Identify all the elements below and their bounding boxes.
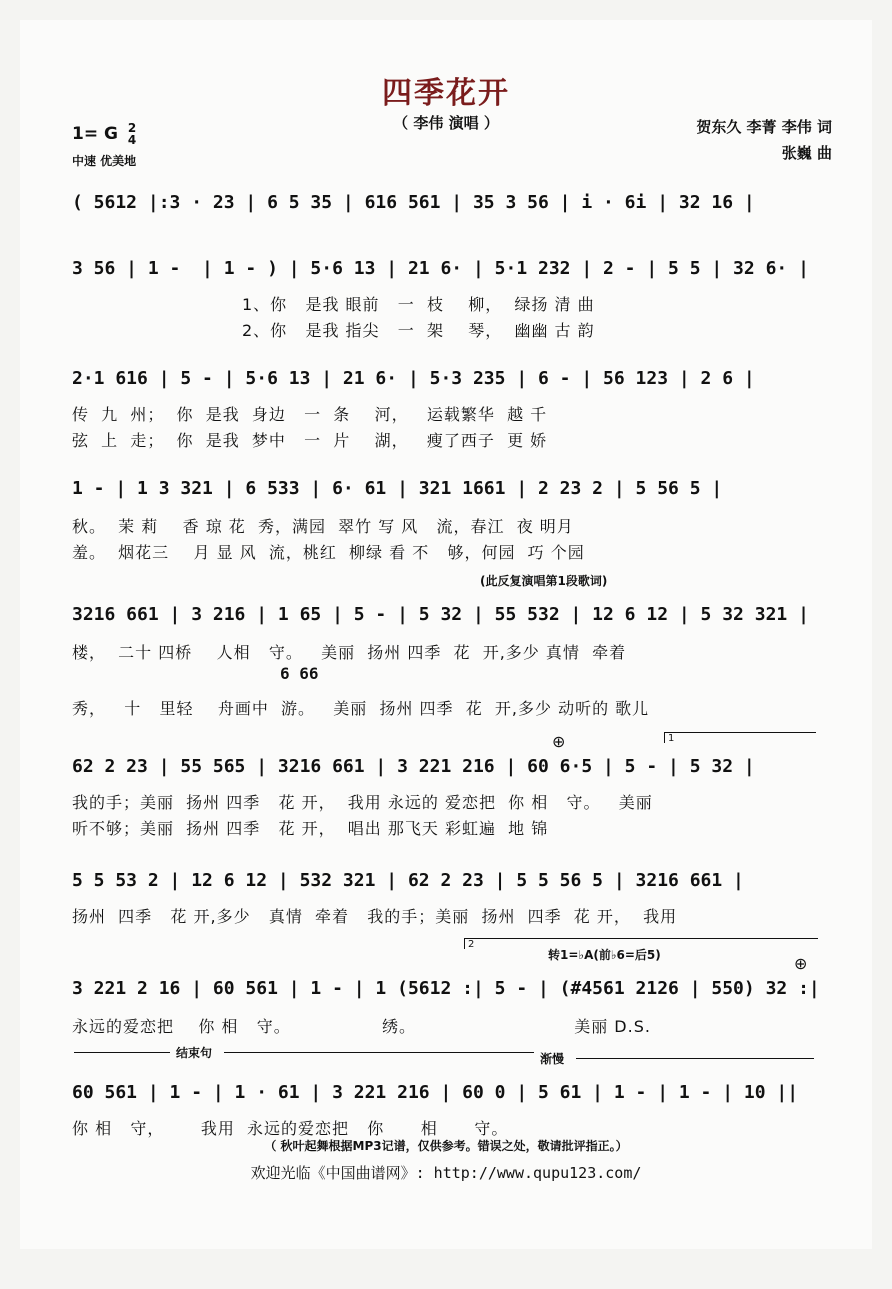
lyric-row-6-v1: 我的手；美丽 扬州 四季 花 开， 我用 永远的 爱恋把 你 相 守。 美丽 [72, 793, 653, 812]
score-row-4 [72, 478, 832, 562]
notes-row-8: 3 221 2 16 | 60 561 | 1 - | 1 (5612 :| 5 - | (#4561 2126 | 550) 32 :| [72, 978, 820, 999]
lyric-row-9: 你 相 守， 我用 永远的爱恋把 你 相 守。 [72, 1119, 509, 1138]
coda-icon-2: ⊕ [794, 954, 808, 973]
lyric-row-3-v1: 传 九 州； 你 是我 身边 一 条 河， 运载繁华 越 千 [72, 405, 548, 424]
lyric-row-8: 永远的爱恋把 你 相 守。 绣。 美丽 D.S. [72, 1017, 651, 1036]
notes-row-9: 60 561 | 1 - | 1 · 61 | 3 221 216 | 60 0 | 5 61 | 1 - | 1 - | 10 || [72, 1082, 799, 1103]
time-numerator: 2 [127, 121, 137, 135]
score-row-3 [72, 368, 832, 450]
score-row-9 [72, 1082, 832, 1138]
lyric-row-5-v1: 楼， 二十 四桥 人相 守。 美丽 扬州 四季 花 开,多少 真情 牵着 [72, 643, 627, 662]
notes-row-7: 5 5 53 2 | 12 6 12 | 532 321 | 62 2 23 | 5 5 56 5 | 3216 661 | [72, 870, 744, 891]
first-ending: 1 [664, 732, 816, 743]
composer-credit: 张巍 曲 [781, 144, 832, 162]
ending-label: 结束句 [176, 1046, 213, 1060]
score-row-7 [72, 870, 832, 926]
notes-row-2: 3 56 | 1 - | 1 - ) | 5·6 13 | 21 6· | 5·1 232 | 2 - | 5 5 | 32 6· | [72, 258, 809, 279]
notes-row-3: 2·1 616 | 5 - | 5·6 13 | 21 6· | 5·3 235 | 6 - | 56 123 | 2 6 | [72, 368, 755, 389]
score-sheet [20, 20, 872, 1249]
ending-rule-right [576, 1058, 814, 1059]
key-text: 1= G [72, 124, 118, 144]
second-ending: 2 [464, 938, 818, 949]
lyric-row-4-v2: 羞。 烟花三 月 显 风 流，桃红 柳绿 看 不 够，何园 巧 个园 [72, 543, 585, 562]
score-row-8 [72, 978, 832, 1036]
time-signature [128, 122, 136, 146]
song-title: 四季花开 [382, 76, 510, 111]
modulation-note: 转1=♭A(前♭6=后5) [548, 948, 661, 962]
notes-row-6: 62 2 23 | 55 565 | 3216 661 | 3 221 216 | 60 6·5 | 5 - | 5 32 | [72, 756, 755, 777]
singer: （ 李伟 演唱 ） [393, 114, 499, 132]
footer-url: 欢迎光临《中国曲谱网》: http://www.qupu123.com/ [250, 1164, 642, 1182]
score-row-1 [72, 192, 832, 213]
score-row-2 [72, 258, 832, 340]
lyricist-credit: 贺东久 李菁 李伟 词 [696, 118, 832, 136]
coda-icon: ⊕ [552, 732, 566, 751]
lyric-row-2-v1: 1、你 是我 眼前 一 枝 柳， 绿扬 清 曲 [242, 295, 595, 314]
alt-notes-row-5: 6 66 [280, 664, 319, 683]
score-row-6 [72, 756, 832, 838]
notes-row-4: 1 - | 1 3 321 | 6 533 | 6· 61 | 321 1661 | 2 23 2 | 5 56 5 | [72, 478, 723, 499]
lyric-row-6-v2: 听不够；美丽 扬州 四季 花 开， 唱出 那飞天 彩虹遍 地 锦 [72, 819, 549, 838]
lyric-row-4-v1: 秋。 茉 莉 香 琼 花 秀，满园 翠竹 写 风 流，春江 夜 明月 [72, 517, 574, 536]
ending-rule-mid [224, 1052, 534, 1053]
lyric-row-3-v2: 弦 上 走； 你 是我 梦中 一 片 湖， 瘦了西子 更 娇 [72, 431, 548, 450]
score-row-5 [72, 604, 832, 718]
lyric-row-7: 扬州 四季 花 开,多少 真情 牵着 我的手；美丽 扬州 四季 花 开， 我用 [72, 907, 678, 926]
footer-note: （ 秋叶起舞根据MP3记谱，仅供参考。错误之处，敬请批评指正。） [264, 1139, 628, 1153]
ending-rule-left [74, 1052, 170, 1053]
tempo-marking: 中速 优美地 [72, 154, 137, 168]
notes-row-5: 3216 661 | 3 216 | 1 65 | 5 - | 5 32 | 55 532 | 12 6 12 | 5 32 321 | [72, 604, 809, 625]
time-denominator: 4 [127, 133, 137, 147]
slow-marking: 渐慢 [540, 1052, 565, 1066]
repeat-note: (此反复演唱第1段歌词) [480, 574, 608, 588]
lyric-row-2-v2: 2、你 是我 指尖 一 架 琴， 幽幽 古 韵 [242, 321, 595, 340]
lyric-row-5-v2: 秀， 十 里轻 舟画中 游。 美丽 扬州 四季 花 开,多少 动听的 歌儿 [72, 699, 650, 718]
key-signature [72, 122, 136, 146]
notes-row-1: ( 5612 |:3 · 23 | 6 5 35 | 616 561 | 35 3 56 | i · 6i | 32 16 | [72, 192, 755, 213]
